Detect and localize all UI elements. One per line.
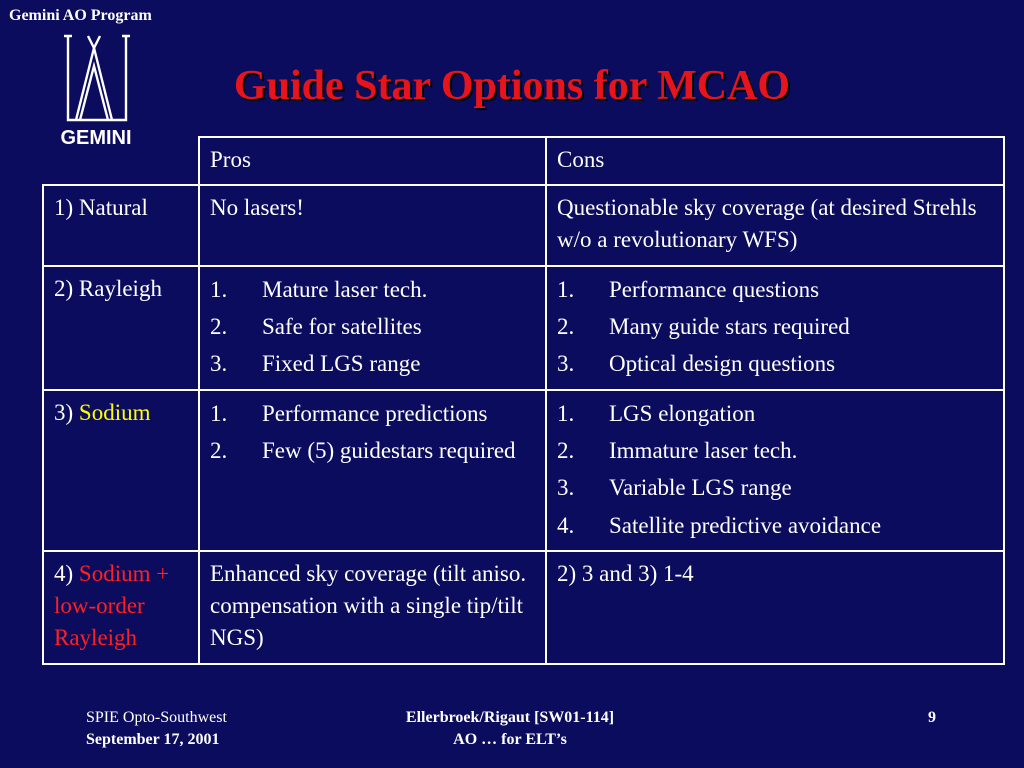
list-item: 4. Satellite predictive avoidance xyxy=(557,512,882,538)
row-label: 3) Sodium xyxy=(43,390,199,551)
header-pros: Pros xyxy=(199,137,546,185)
footer-center xyxy=(320,707,700,751)
slide-title: Guide Star Options for MCAO xyxy=(233,63,791,109)
program-label: Gemini AO Program xyxy=(9,7,152,24)
cons-list xyxy=(557,397,995,542)
table-row xyxy=(43,266,1004,390)
table-row xyxy=(43,185,1004,265)
list-item: 1. Mature laser tech. xyxy=(210,276,428,302)
corner-cell xyxy=(43,137,199,185)
pros-list xyxy=(210,397,537,468)
header-cons: Cons xyxy=(546,137,1004,185)
table-row xyxy=(43,390,1004,551)
list-item: 3. Variable LGS range xyxy=(557,475,792,501)
row-label: 1) Natural xyxy=(43,185,199,265)
cons-cell xyxy=(546,390,1004,551)
page-number: 9 xyxy=(928,709,936,726)
list-item: 3. Optical design questions xyxy=(557,351,836,377)
list-item: 2. Few (5) guidestars required xyxy=(210,437,516,463)
footer-left xyxy=(86,707,227,751)
cons-cell xyxy=(546,266,1004,390)
row-label: 4) Sodium + low-order Rayleigh xyxy=(43,551,199,664)
cons-list xyxy=(557,273,995,381)
list-item: 1. Performance questions xyxy=(557,276,820,302)
list-item: 2. Many guide stars required xyxy=(557,313,850,339)
pros-cell xyxy=(199,266,546,390)
list-item: 2. Safe for satellites xyxy=(210,313,422,339)
logo-text: GEMINI xyxy=(60,127,132,149)
conference-name: SPIE Opto-Southwest xyxy=(86,709,227,726)
list-item: 2. Immature laser tech. xyxy=(557,437,798,463)
list-item: 1. LGS elongation xyxy=(557,400,756,426)
list-item: 3. Fixed LGS range xyxy=(210,351,421,377)
row-label: 2) Rayleigh xyxy=(43,266,199,390)
table-row xyxy=(43,551,1004,664)
options-table xyxy=(42,136,1005,665)
pros-list xyxy=(210,273,537,381)
sodium-rayleigh-highlight: Sodium + low-order Rayleigh xyxy=(54,560,170,651)
pros-cell: No lasers! xyxy=(199,185,546,265)
talk-title: AO … for ELT’s xyxy=(453,731,567,748)
sodium-highlight: Sodium xyxy=(78,399,151,425)
conference-date: September 17, 2001 xyxy=(86,731,220,748)
cons-cell: 2) 3 and 3) 1-4 xyxy=(546,551,1004,664)
pros-cell xyxy=(199,390,546,551)
cons-cell: Questionable sky coverage (at desired Strehls w/o a revolutionary WFS) xyxy=(546,185,1004,265)
pros-cell: Enhanced sky coverage (tilt aniso. compensation with a single tip/tilt NGS) xyxy=(199,551,546,664)
table-header-row xyxy=(43,137,1004,185)
authors: Ellerbroek/Rigaut [SW01-114] xyxy=(405,709,615,726)
list-item: 1. Performance predictions xyxy=(210,400,488,426)
